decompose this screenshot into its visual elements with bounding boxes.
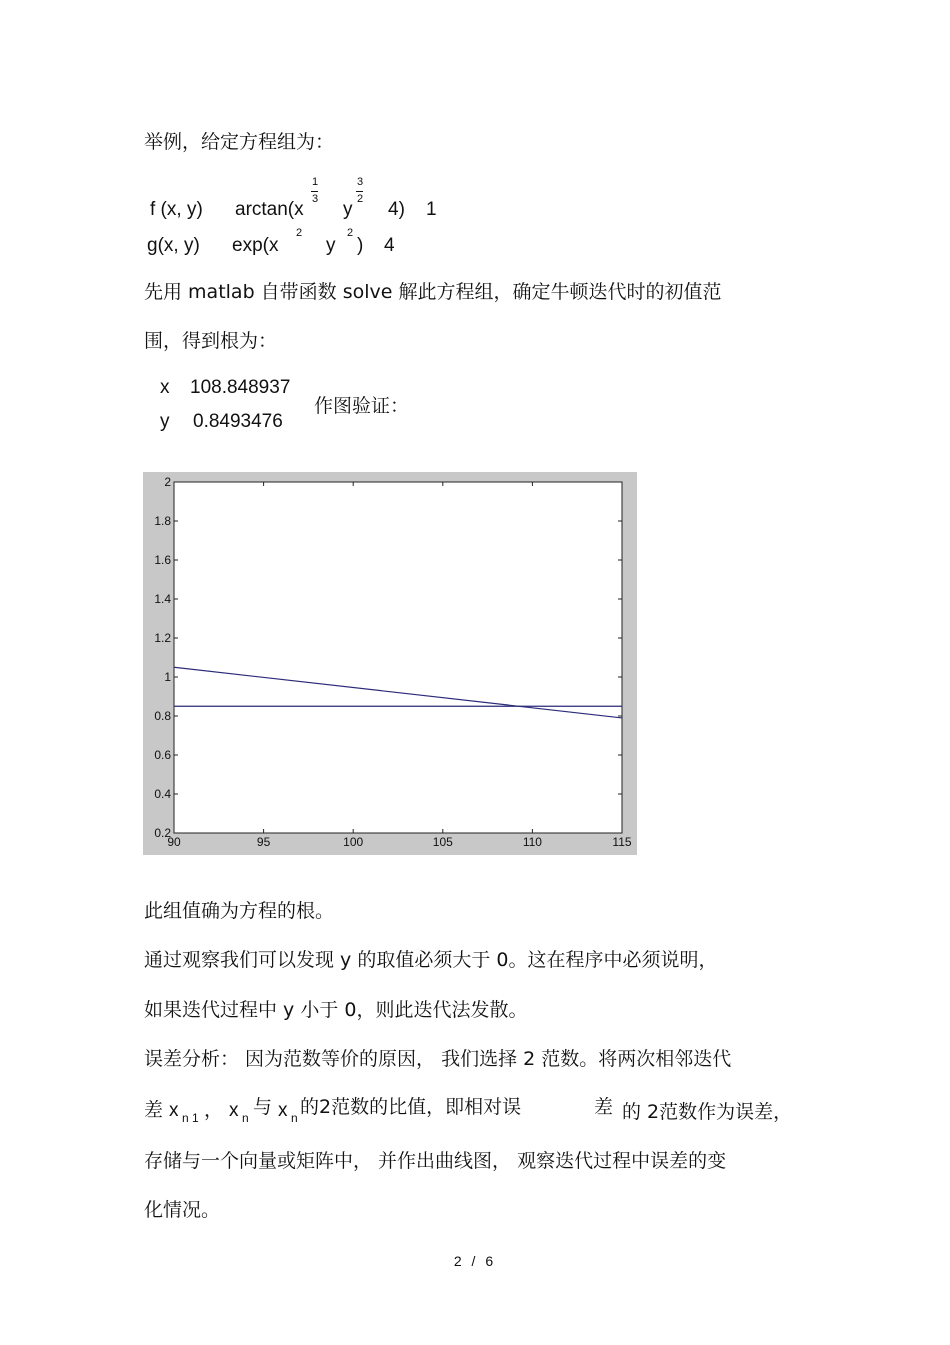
plot-svg	[143, 472, 637, 855]
eq2-lhs: g(x, y)	[147, 235, 200, 256]
x-tick-label: 115	[612, 835, 632, 849]
para4-l2-x1: x	[169, 1100, 179, 1121]
eq1-fn: arctan(x	[235, 199, 304, 220]
eq2-rhs: 4	[384, 235, 395, 256]
eq1-exp1-bar	[311, 191, 318, 192]
para4-l2-c: 的2范数的比值，即相对误	[300, 1096, 522, 1118]
para4-line1: 误差分析： 因为范数等价的原因， 我们选择 2 范数。将两次相邻迭代	[144, 1048, 732, 1070]
para4-l2-a: 差	[144, 1099, 164, 1121]
para4-l2-e: 的 2范数作为误差，	[622, 1101, 793, 1123]
y-tick-label: 2	[164, 475, 171, 489]
eq1-rhs: 1	[426, 199, 437, 220]
verify-text: 作图验证：	[314, 395, 410, 417]
x-tick-label: 110	[522, 835, 542, 849]
eq1-lhs: f (x, y)	[150, 199, 203, 220]
para4-l2-sub1: n 1	[182, 1111, 199, 1125]
para1-line2: 围，得到根为：	[144, 330, 278, 352]
x-tick-label: 100	[343, 835, 364, 849]
root-y-value: 0.8493476	[193, 411, 283, 432]
para1-line1: 先用 matlab 自带函数 solve 解此方程组，确定牛顿迭代时的初值范	[144, 281, 722, 303]
y-tick-label: 0.4	[154, 787, 171, 801]
para4-line4: 化情况。	[144, 1199, 221, 1221]
para4-l2-d: 差	[594, 1096, 614, 1118]
para4-l2-comma: ，	[204, 1099, 224, 1121]
eq2-exp1: 2	[296, 227, 303, 239]
root-y-label: y	[160, 411, 170, 432]
para3-line2: 如果迭代过程中 y 小于 0，则此迭代法发散。	[144, 999, 528, 1021]
y-tick-label: 0.6	[154, 748, 171, 762]
x-tick-label: 90	[167, 835, 181, 849]
para4-l2-x2: x	[229, 1100, 239, 1121]
para4-line3: 存储与一个向量或矩阵中， 并作出曲线图， 观察迭代过程中误差的变	[144, 1150, 727, 1172]
para4-l2-x3: x	[278, 1100, 288, 1121]
root-x-value: 108.848937	[190, 377, 291, 398]
plot-axes-box	[174, 482, 622, 833]
eq1-y: y	[343, 199, 353, 220]
page-number: 2 / 6	[453, 1253, 497, 1269]
y-tick-label: 1.4	[154, 592, 171, 606]
x-tick-label: 105	[432, 835, 453, 849]
root-x-label: x	[160, 377, 170, 398]
x-tick-label: 95	[256, 835, 271, 849]
y-tick-label: 0.2	[154, 826, 171, 840]
eq2-fn: exp(x	[232, 235, 279, 256]
y-tick-label: 0.8	[154, 709, 171, 723]
y-tick-label: 1	[164, 670, 171, 684]
eq1-exp1-den: 3	[312, 193, 319, 205]
y-tick-label: 1.6	[154, 553, 171, 567]
plot-figure	[143, 472, 637, 855]
para4-l2-b: 与	[253, 1096, 273, 1118]
eq1-exp2-den: 2	[357, 193, 364, 205]
eq1-exp2-num: 3	[357, 176, 364, 188]
eq1-exp2-bar	[356, 191, 363, 192]
eq2-tail: )	[357, 235, 364, 256]
para4-l2-sub3: n	[291, 1111, 298, 1125]
para3-line1: 通过观察我们可以发现 y 的取值必须大于 0。这在程序中必须说明，	[144, 949, 718, 971]
y-tick-label: 1.2	[154, 631, 171, 645]
y-tick-label: 1.8	[154, 514, 171, 528]
eq1-exp1-num: 1	[312, 176, 319, 188]
eq2-exp2: 2	[347, 227, 354, 239]
para4-l2-sub2: n	[242, 1111, 249, 1125]
intro-text: 举例，给定方程组为：	[144, 131, 335, 153]
eq1-tail: 4)	[388, 199, 405, 220]
para2: 此组值确为方程的根。	[144, 900, 335, 922]
eq2-y: y	[326, 235, 336, 256]
